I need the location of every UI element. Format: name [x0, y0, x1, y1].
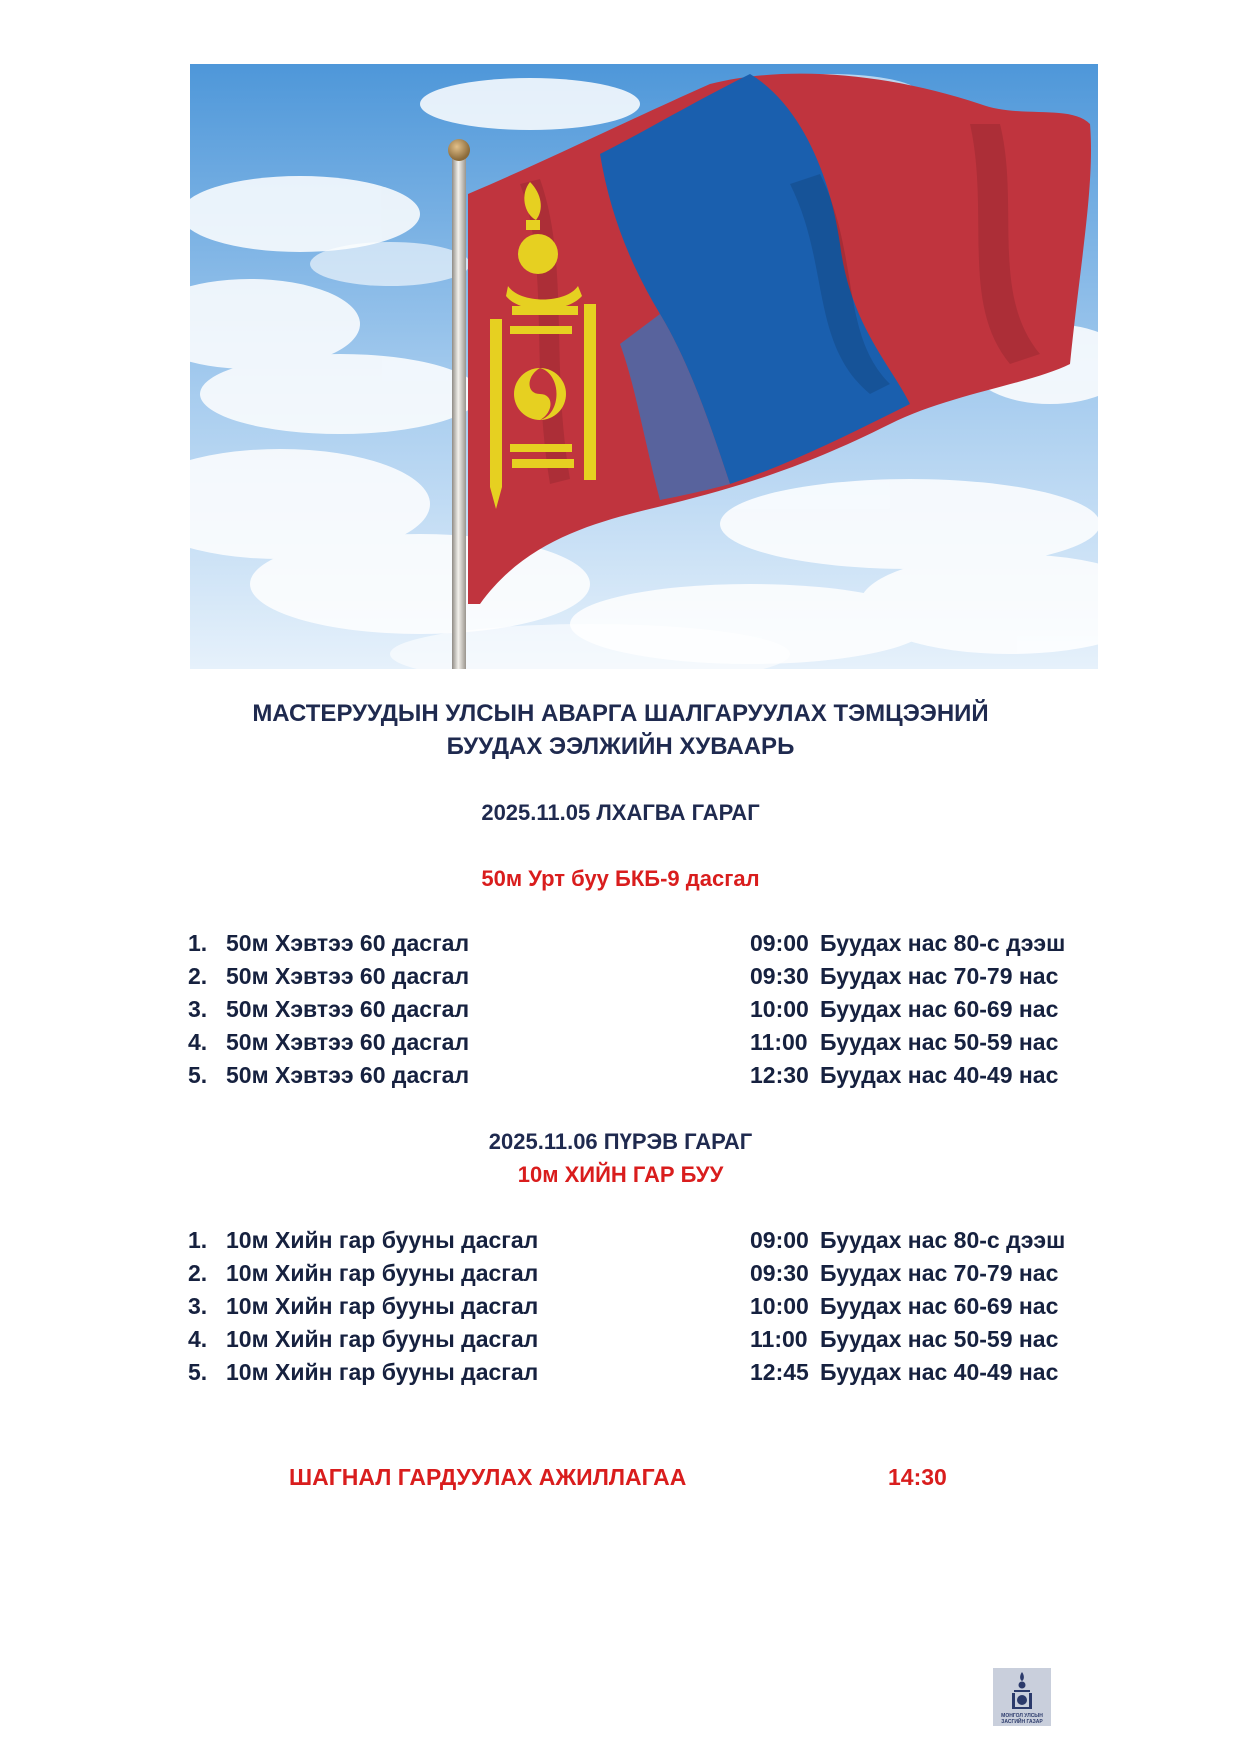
- item-time: 09:30: [750, 963, 809, 989]
- item-age: Буудах нас 60-69 нас: [820, 996, 1059, 1022]
- item-number: 2.: [188, 963, 208, 989]
- day1-date: 2025.11.05 ЛХАГВА ГАРАГ: [481, 800, 760, 825]
- item-time: 11:00: [750, 1326, 808, 1352]
- list-item: [188, 1359, 1088, 1389]
- item-age: Буудах нас 40-49 нас: [820, 1062, 1059, 1088]
- item-age: Буудах нас 80-с дээш: [820, 1227, 1066, 1253]
- award-ceremony-label: ШАГНАЛ ГАРДУУЛАХ АЖИЛЛАГАА: [289, 1464, 687, 1490]
- item-time: 09:30: [750, 1260, 809, 1286]
- item-name: 50м Хэвтээ 60 дасгал: [226, 930, 470, 956]
- mongolian-flag-image: [190, 64, 1098, 669]
- soyombo-seal-icon: [993, 1668, 1051, 1726]
- item-name: 50м Хэвтээ 60 дасгал: [226, 1062, 470, 1088]
- list-item: [188, 996, 1088, 1026]
- list-item: [188, 1293, 1088, 1323]
- page-title-line2: БУУДАХ ЭЭЛЖИЙН ХУВААРЬ: [446, 733, 795, 760]
- list-item: [188, 1062, 1088, 1092]
- item-age: Буудах нас 50-59 нас: [820, 1326, 1059, 1352]
- list-item: [188, 1260, 1088, 1290]
- item-number: 2.: [188, 1260, 208, 1286]
- item-name: 50м Хэвтээ 60 дасгал: [226, 1029, 470, 1055]
- item-time: 12:30: [750, 1062, 809, 1088]
- day2-date: 2025.11.06 ПҮРЭВ ГАРАГ: [488, 1129, 753, 1154]
- item-name: 50м Хэвтээ 60 дасгал: [226, 996, 470, 1022]
- list-item: [188, 1029, 1088, 1059]
- item-age: Буудах нас 60-69 нас: [820, 1293, 1059, 1319]
- item-name: 10м Хийн гар бууны дасгал: [226, 1260, 539, 1286]
- item-number: 3.: [188, 996, 208, 1022]
- item-number: 5.: [188, 1062, 208, 1088]
- item-time: 09:00: [750, 1227, 809, 1253]
- seal-text-line1: МОНГОЛ УЛСЫН: [1001, 1713, 1043, 1719]
- item-number: 3.: [188, 1293, 208, 1319]
- item-age: Буудах нас 70-79 нас: [820, 1260, 1059, 1286]
- list-item: [188, 963, 1088, 993]
- flag-photo: [190, 64, 1098, 669]
- item-age: Буудах нас 40-49 нас: [820, 1359, 1059, 1385]
- list-item: [188, 1227, 1088, 1257]
- item-number: 1.: [188, 1227, 208, 1253]
- item-time: 12:45: [750, 1359, 809, 1385]
- item-age: Буудах нас 50-59 нас: [820, 1029, 1059, 1055]
- item-number: 4.: [188, 1029, 208, 1055]
- list-item: [188, 1326, 1088, 1356]
- government-logo: [993, 1668, 1051, 1726]
- item-time: 09:00: [750, 930, 809, 956]
- item-time: 10:00: [750, 996, 809, 1022]
- day1-event: 50м Урт буу БКБ-9 дасгал: [481, 866, 760, 891]
- item-name: 10м Хийн гар бууны дасгал: [226, 1293, 539, 1319]
- item-number: 1.: [188, 930, 208, 956]
- item-number: 5.: [188, 1359, 208, 1385]
- item-name: 10м Хийн гар бууны дасгал: [226, 1326, 539, 1352]
- item-number: 4.: [188, 1326, 208, 1352]
- item-time: 11:00: [750, 1029, 808, 1055]
- page-title-line1: МАСТЕРУУДЫН УЛСЫН АВАРГА ШАЛГАРУУЛАХ ТЭМЦЭЭНИЙ: [252, 700, 989, 727]
- item-name: 10м Хийн гар бууны дасгал: [226, 1227, 539, 1253]
- item-age: Буудах нас 80-с дээш: [820, 930, 1066, 956]
- list-item: [188, 930, 1088, 960]
- item-time: 10:00: [750, 1293, 809, 1319]
- seal-text-line2: ЗАСГИЙН ГАЗАР: [1001, 1719, 1043, 1725]
- day2-event: 10м ХИЙН ГАР БУУ: [517, 1162, 724, 1187]
- item-name: 50м Хэвтээ 60 дасгал: [226, 963, 470, 989]
- award-ceremony-time: 14:30: [888, 1464, 947, 1490]
- item-age: Буудах нас 70-79 нас: [820, 963, 1059, 989]
- item-name: 10м Хийн гар бууны дасгал: [226, 1359, 539, 1385]
